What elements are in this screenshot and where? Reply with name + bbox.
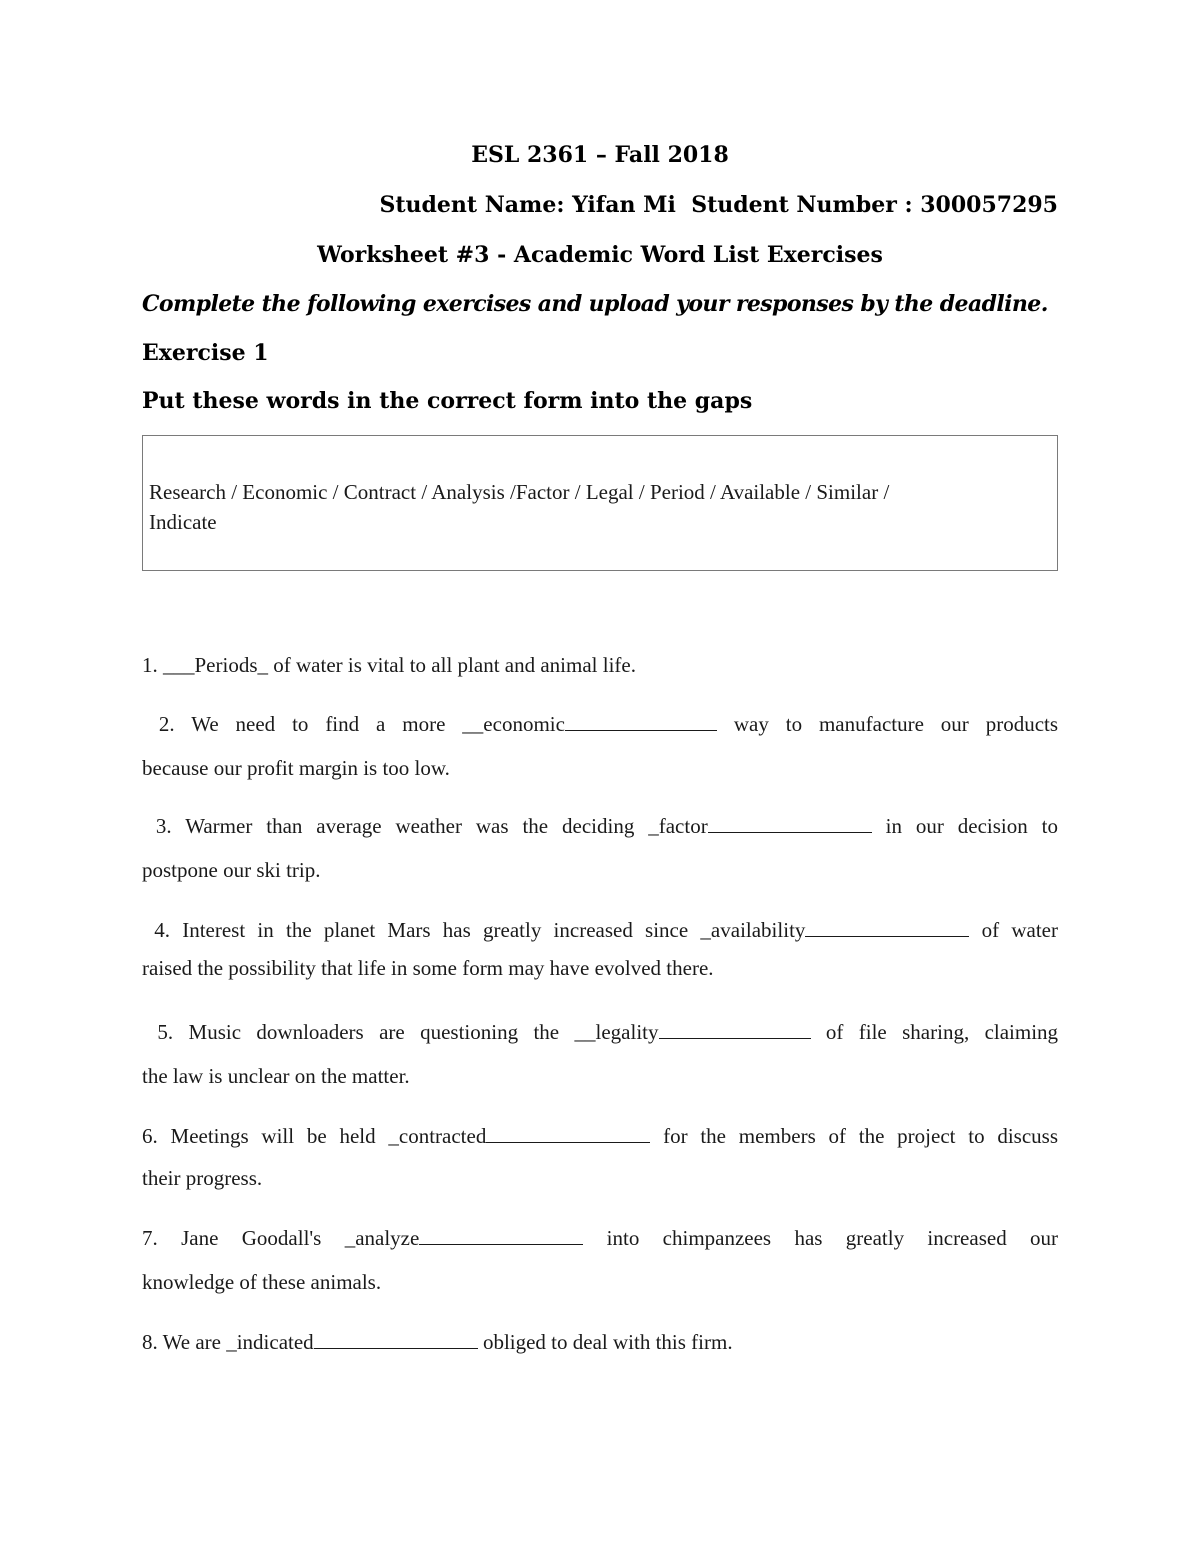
word-bank-line: Research / Economic / Contract / Analysis /Factor / Legal / Period / Available / Similar / (149, 480, 890, 504)
item-number: 3. (155, 814, 172, 838)
item-number: 5. (157, 1020, 174, 1044)
answer-blank[interactable] (708, 812, 872, 833)
item-number: 1. (142, 653, 158, 677)
exercise-item-7 (142, 1223, 1058, 1297)
item-continuation: knowledge of these animals. (142, 1270, 382, 1294)
exercise-prompt: Put these words in the correct form into the gaps (142, 388, 753, 414)
item-line (142, 709, 1058, 739)
course-title: ESL 2361 – Fall 2018 (471, 142, 729, 168)
item-line (142, 1223, 1058, 1253)
item-text-after: in our decision to (885, 814, 1059, 838)
item-line (142, 811, 1058, 841)
answer-blank[interactable] (805, 916, 969, 937)
item-text-before: Music downloaders are questioning the __legality (188, 1020, 659, 1044)
answer-blank[interactable] (486, 1122, 650, 1143)
item-line (142, 915, 1058, 945)
exercise-item-8 (142, 1327, 1058, 1357)
item-line (142, 650, 1058, 680)
item-text-before: Warmer than average weather was the deciding _factor (185, 814, 708, 838)
item-text-before: Interest in the planet Mars has greatly increased since _availability (182, 918, 806, 942)
word-bank-line: Indicate (149, 510, 217, 534)
exercise-item-4 (142, 915, 1058, 983)
item-continuation: the law is unclear on the matter. (142, 1064, 410, 1088)
answer-blank[interactable] (314, 1328, 478, 1349)
item-number: 4. (154, 918, 170, 942)
item-number: 8. (142, 1330, 158, 1354)
item-number: 6. (142, 1124, 158, 1148)
item-continuation: their progress. (142, 1166, 263, 1190)
item-continuation: postpone our ski trip. (142, 858, 321, 882)
item-text-after: way to manufacture our products (733, 712, 1059, 736)
item-continuation: because our profit margin is too low. (142, 756, 450, 780)
exercise-heading: Exercise 1 (142, 340, 269, 366)
item-text-after: of water is vital to all plant and animal life. (268, 653, 636, 677)
exercise-item-5 (142, 1017, 1058, 1091)
item-text-after: into chimpanzees has greatly increased our (606, 1226, 1059, 1250)
item-text-before: We need to find a more __economic (191, 712, 565, 736)
item-line (142, 1017, 1058, 1047)
worksheet-title: Worksheet #3 - Academic Word List Exercises (317, 242, 883, 268)
answer-blank[interactable] (565, 710, 717, 731)
item-text-before: Jane Goodall's _analyze (181, 1226, 420, 1250)
exercise-item-2 (142, 709, 1058, 783)
item-line (142, 1327, 1058, 1357)
student-info: Student Name: Yifan Mi Student Number : 300057295 (379, 192, 1058, 218)
exercise-item-6 (142, 1121, 1058, 1193)
item-text-before: Meetings will be held _contracted (170, 1124, 487, 1148)
item-text-after: of water (981, 918, 1058, 942)
item-text-after: for the members of the project to discuss (663, 1124, 1059, 1148)
item-answer-text: ___Periods_ (163, 653, 268, 677)
answer-blank[interactable] (659, 1018, 811, 1039)
item-number: 7. (142, 1226, 158, 1250)
item-number: 2. (158, 712, 175, 736)
exercise-item-1 (142, 650, 1058, 680)
item-continuation: raised the possibility that life in some form may have evolved there. (142, 956, 714, 980)
instructions-text: Complete the following exercises and upload your responses by the deadline. (142, 291, 1048, 317)
answer-blank[interactable] (419, 1224, 583, 1245)
exercise-item-3 (142, 811, 1058, 885)
item-text-after: obliged to deal with this firm. (477, 1330, 733, 1354)
word-bank-text (149, 477, 1009, 537)
item-text-before: We are _indicated (162, 1330, 314, 1354)
item-line (142, 1121, 1058, 1151)
item-text-after: of file sharing, claiming (825, 1020, 1059, 1044)
